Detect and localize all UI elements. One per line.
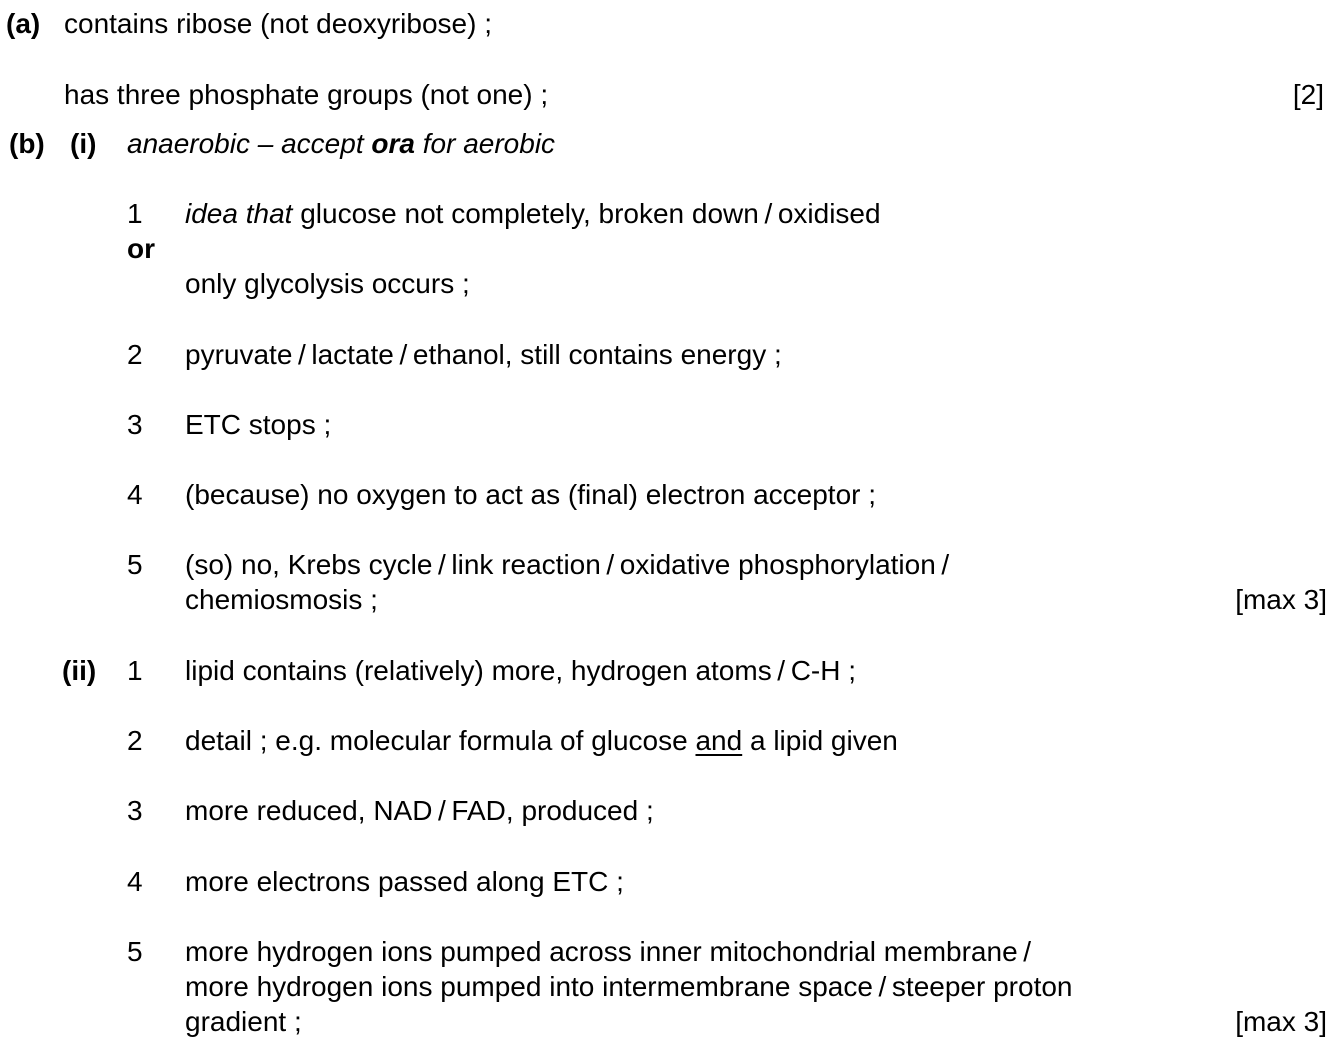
idea-that-text: idea that	[185, 198, 293, 229]
part-b-label: (b)	[9, 128, 45, 159]
part-a-line-2: has three phosphate groups (not one) ;	[64, 79, 549, 110]
point-text: (because) no oxygen to act as (final) electron acceptor ;	[185, 479, 877, 510]
point-number: 4	[127, 866, 143, 897]
point-number: 3	[127, 409, 143, 440]
point-text-line-3: gradient ;	[185, 1006, 302, 1037]
point-number: 1	[127, 655, 143, 686]
point-2-part-2: a lipid given	[742, 725, 898, 756]
point-text	[185, 724, 898, 758]
heading-text-2: for aerobic	[414, 128, 556, 159]
heading-ora: ora	[371, 128, 415, 159]
point-text: ETC stops ;	[185, 409, 332, 440]
part-b-ii-marks: [max 3]	[1235, 1006, 1327, 1037]
part-b-i-heading	[127, 127, 555, 161]
part-a-line-1: contains ribose (not deoxyribose) ;	[64, 8, 492, 39]
point-number: 4	[127, 479, 143, 510]
point-text: pyruvate / lactate / ethanol, still contains energy ;	[185, 339, 782, 370]
point-text-line-1: (so) no, Krebs cycle / link reaction / oxidative phosphorylation /	[185, 549, 950, 580]
part-b-i-marks: [max 3]	[1235, 584, 1327, 615]
point-text: lipid contains (relatively) more, hydrogen atoms / C-H ;	[185, 655, 857, 686]
point-text-line-2: more hydrogen ions pumped into intermembrane space / steeper proton	[185, 971, 1073, 1002]
point-text-line-1: more hydrogen ions pumped across inner mitochondrial membrane /	[185, 936, 1032, 967]
point-text-alt: only glycolysis occurs ;	[185, 268, 470, 299]
point-text: more electrons passed along ETC ;	[185, 866, 624, 897]
point-number: 1	[127, 198, 143, 229]
point-number: 2	[127, 725, 143, 756]
part-b-ii-label: (ii)	[62, 655, 97, 686]
point-1-rest: glucose not completely, broken down / oxidised	[292, 198, 881, 229]
point-text	[185, 197, 881, 231]
point-number: 3	[127, 795, 143, 826]
point-2-part-1: detail ; e.g. molecular formula of glucose	[185, 725, 696, 756]
point-number: 5	[127, 549, 143, 580]
point-number: 5	[127, 936, 143, 967]
point-text: more reduced, NAD / FAD, produced ;	[185, 795, 654, 826]
or-label: or	[127, 233, 155, 264]
underlined-and: and	[695, 725, 743, 756]
part-b-i-label: (i)	[70, 128, 97, 159]
part-a-marks: [2]	[1292, 79, 1324, 110]
point-text-line-2: chemiosmosis ;	[185, 584, 378, 615]
part-a-label: (a)	[6, 8, 41, 39]
point-number: 2	[127, 339, 143, 370]
heading-text-1: anaerobic – accept	[127, 128, 372, 159]
